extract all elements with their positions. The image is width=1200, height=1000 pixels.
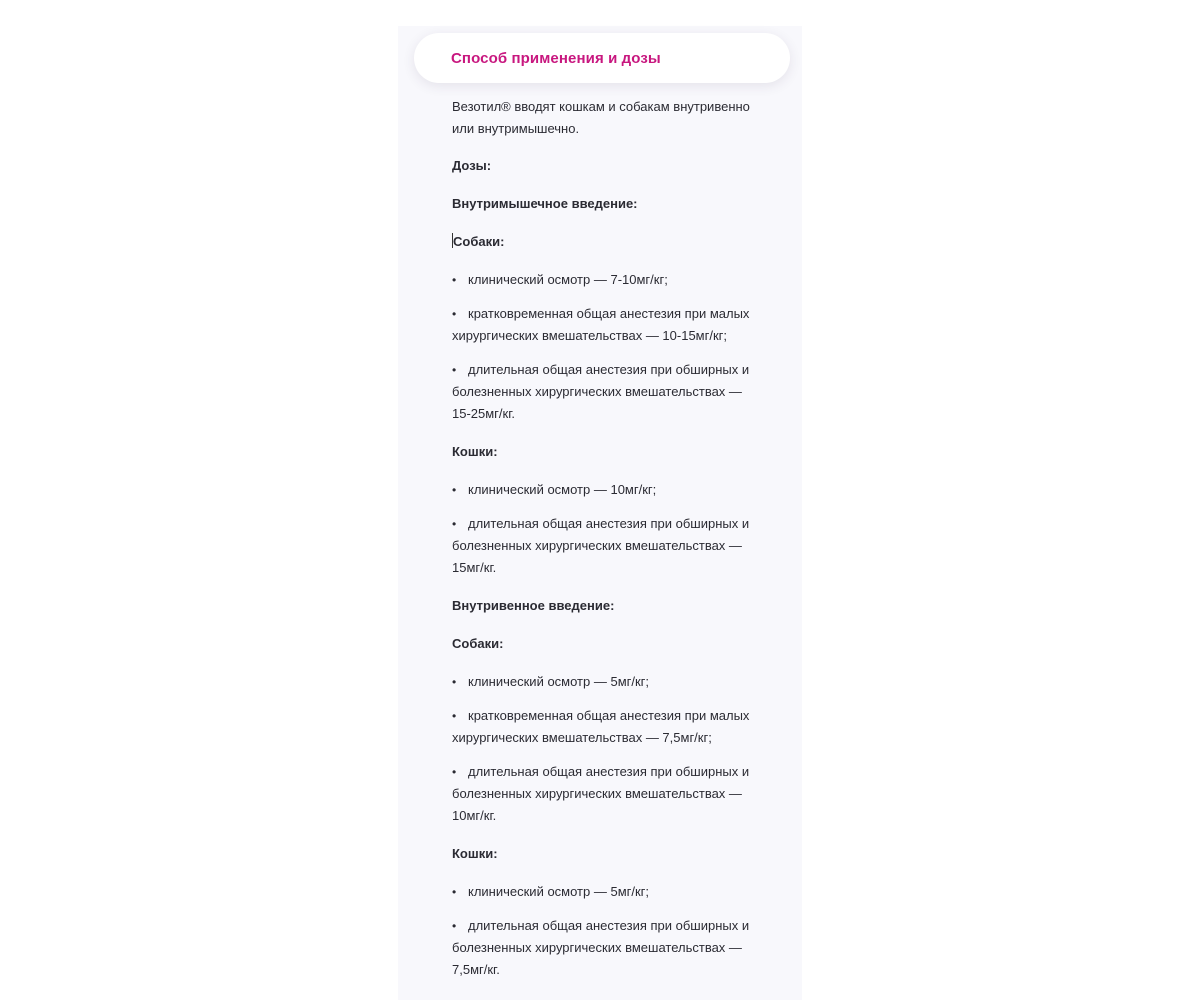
- intro-paragraph: Везотил® вводят кошкам и собакам внутривенно или внутримышечно.: [452, 99, 750, 136]
- bullet-icon: •: [452, 675, 457, 689]
- bullet-icon: •: [452, 363, 457, 377]
- bullet-icon: •: [452, 307, 457, 321]
- doses-heading: Дозы:: [452, 158, 492, 173]
- section-title: Способ применения и дозы: [451, 49, 661, 67]
- iv-dogs-list: [452, 671, 762, 827]
- list-item: • клинический осмотр — 10мг/кг;: [452, 479, 762, 501]
- bullet-icon: •: [452, 517, 457, 531]
- im-dogs-list: [452, 269, 762, 425]
- iv-cats-list: [452, 881, 762, 981]
- list-item: • кратковременная общая анестезия при малых хирургических вмешательствах — 7,5мг/кг;: [452, 705, 762, 749]
- list-item: • длительная общая анестезия при обширных и болезненных хирургических вмешательствах — 15мг/кг.: [452, 513, 762, 579]
- section-content: [452, 96, 762, 997]
- im-dogs-heading: [452, 231, 762, 253]
- list-item: • длительная общая анестезия при обширных и болезненных хирургических вмешательствах — 15-25мг/кг.: [452, 359, 762, 425]
- bullet-icon: •: [452, 885, 457, 899]
- im-cats-heading: Кошки:: [452, 444, 498, 459]
- bullet-icon: •: [452, 273, 457, 287]
- iv-cats-heading: Кошки:: [452, 846, 498, 861]
- section-accordion-header[interactable]: [414, 33, 790, 83]
- bullet-icon: •: [452, 919, 457, 933]
- im-cats-list: [452, 479, 762, 579]
- list-item: • длительная общая анестезия при обширных и болезненных хирургических вмешательствах — 10мг/кг.: [452, 761, 762, 827]
- intravenous-heading: Внутривенное введение:: [452, 598, 615, 613]
- iv-dogs-heading: Собаки:: [452, 636, 504, 651]
- im-dogs-heading-text: Собаки:: [453, 234, 505, 249]
- bullet-icon: •: [452, 483, 457, 497]
- intramuscular-heading: Внутримышечное введение:: [452, 196, 638, 211]
- list-item: • длительная общая анестезия при обширных и болезненных хирургических вмешательствах — 7,5мг/кг.: [452, 915, 762, 981]
- list-item: • клинический осмотр — 5мг/кг;: [452, 671, 762, 693]
- bullet-icon: •: [452, 709, 457, 723]
- bullet-icon: •: [452, 765, 457, 779]
- list-item: • клинический осмотр — 5мг/кг;: [452, 881, 762, 903]
- list-item: • кратковременная общая анестезия при малых хирургических вмешательствах — 10-15мг/кг;: [452, 303, 762, 347]
- list-item: • клинический осмотр — 7-10мг/кг;: [452, 269, 762, 291]
